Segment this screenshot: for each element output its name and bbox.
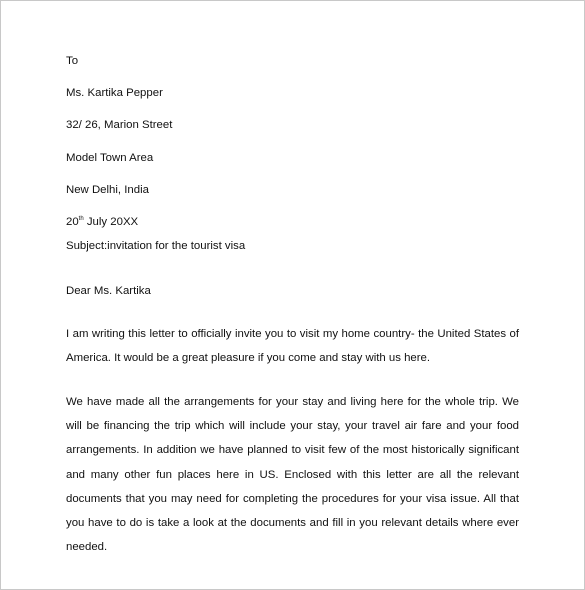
address-line-city: New Delhi, India — [66, 184, 149, 196]
recipient-name: Ms. Kartika Pepper — [66, 87, 163, 99]
paragraph-arrangements: We have made all the arrangements for your stay and living here for the whole trip. We will be financing the trip which will include your stay, your travel air fare and your food arrangements. In addition we have planned to visit few of the most historically significant and many other fun places here in US. Enclosed with this letter are all the relevant documents that you may need for completing the procedures for your visa issue. All that you have to do is take a look at the documents and fill in you relevant details where ever needed. — [66, 396, 519, 554]
date-day: 20 — [66, 216, 79, 228]
subject-line: Subject:invitation for the tourist visa — [66, 240, 246, 252]
paragraph-invitation: I am writing this letter to officially invite you to visit my home country- the United States of America. It would be a great pleasure if you come and stay with us here. — [66, 328, 519, 365]
address-line-area: Model Town Area — [66, 152, 154, 164]
letter-date — [66, 215, 138, 229]
date-suffix: th — [78, 216, 84, 222]
date-rest: July 20XX — [83, 216, 139, 228]
address-line-street: 32/ 26, Marion Street — [66, 119, 173, 131]
to-label: To — [66, 55, 79, 67]
salutation: Dear Ms. Kartika — [66, 285, 151, 297]
